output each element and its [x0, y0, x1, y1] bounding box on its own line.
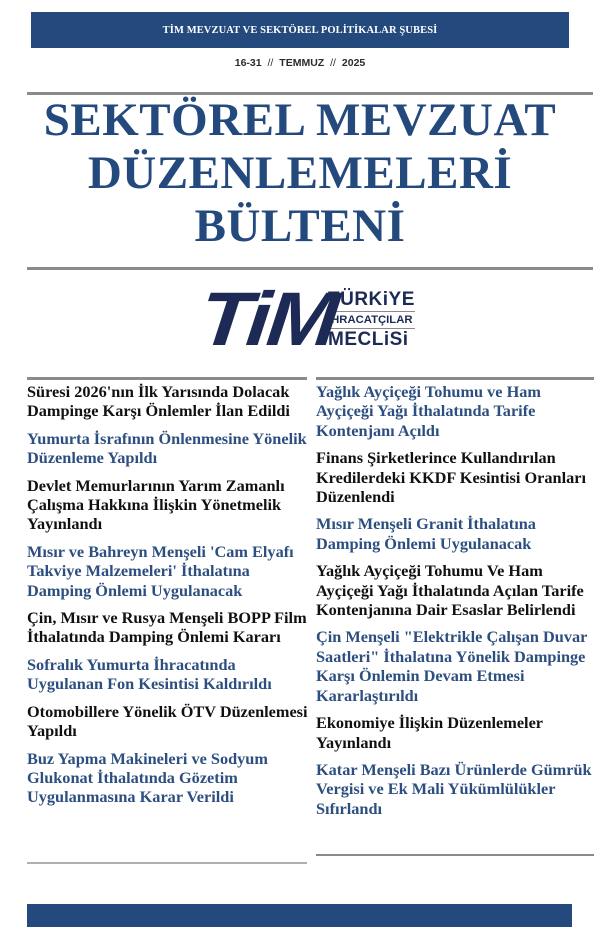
headline-item[interactable]: Otomobillere Yönelik ÖTV Düzenlemesi Yapıldı [27, 701, 308, 741]
logo-word-ihracatcilar: İHRACATÇILAR [328, 311, 415, 329]
headline-item[interactable]: Çin Menşeli "Elektrikle Çalışan Duvar Saatleri" İthalatına Yönelik Dampinge Karşı Önlemin Devam Etmesi Kararlaştırıldı [316, 627, 588, 705]
left-column-bottom-divider [27, 862, 307, 864]
headlines-left-column [27, 382, 309, 815]
right-column-bottom-divider [316, 854, 594, 856]
headline-item[interactable]: Buz Yapma Makineleri ve Sodyum Glukonat İthalatında Gözetim Uygulanmasına Karar Verildi [27, 748, 268, 807]
headline-item[interactable]: Süresi 2026'nın İlk Yarısında Dolacak Dampinge Karşı Önlemler İlan Edildi [27, 382, 290, 421]
title-bottom-divider [27, 267, 593, 270]
left-column-top-divider [27, 377, 307, 380]
headline-item[interactable]: Ekonomiye İlişkin Düzenlemeler Yayınlandı [316, 713, 543, 752]
date-days: 16-31 [234, 57, 262, 69]
date-separator: // [330, 57, 336, 69]
headline-item[interactable]: Mısır ve Bahreyn Menşeli 'Cam Elyafı Takviye Malzemeleri' İthalatına Damping Önlemi Uygulanacak [27, 541, 294, 600]
date-year: 2025 [341, 57, 366, 69]
tim-logo [195, 277, 415, 362]
headline-item[interactable]: Finans Şirketlerince Kullandırılan Kredilerdeki KKDF Kesintisi Oranları Düzenlendi [316, 448, 586, 507]
tim-logo-mark: TiM [195, 277, 340, 362]
title-line-3: BÜLTENİ [194, 200, 406, 252]
headline-item[interactable]: Çin, Mısır ve Rusya Menşeli BOPP Film İthalatında Damping Önlemi Kararı [27, 608, 307, 647]
title-line-1: SEKTÖREL MEVZUAT [43, 94, 557, 146]
headlines-right-column [316, 382, 594, 826]
headline-item[interactable]: Yağlık Ayçiçeği Tohumu Ve Ham Ayçiçeği Yağı İthalatında Açılan Tarife Kontenjanına Dair Esaslar Belirlendi [316, 561, 584, 620]
headline-item[interactable]: Katar Menşeli Bazı Ürünlerde Gümrük Vergisi ve Ek Mali Yükümlülükler Sıfırlandı [316, 759, 592, 818]
headline-item[interactable]: Sofralık Yumurta İhracatında Uygulanan Fon Kesintisi Kaldırıldı [27, 654, 272, 694]
date-separator: // [267, 57, 274, 69]
headline-item[interactable]: Devlet Memurlarının Yarım Zamanlı Çalışma Hakkına İlişkin Yönetmelik Yayınlandı [27, 475, 285, 534]
right-column-top-divider [316, 377, 594, 380]
headline-item[interactable]: Yağlık Ayçiçeği Tohumu ve Ham Ayçiçeği Yağı İthalatında Tarife Kontenjanı Açıldı [316, 382, 541, 440]
page-title [0, 94, 600, 253]
logo-word-turkiye: TÜRKiYE [328, 289, 415, 310]
issue-date [0, 57, 600, 69]
logo-word-meclisi: MECLiSi [328, 329, 409, 350]
footer-banner [27, 904, 572, 927]
department-name: TİM MEVZUAT VE SEKTÖREL POLİTİKALAR ŞUBESİ [162, 24, 438, 36]
date-month: TEMMUZ [279, 57, 325, 69]
department-banner [31, 12, 569, 48]
headline-item[interactable]: Yumurta İsrafının Önlenmesine Yönelik Düzenleme Yapıldı [27, 428, 307, 468]
title-line-2: DÜZENLEMELERİ [87, 147, 513, 199]
headline-item[interactable]: Mısır Menşeli Granit İthalatına Damping Önlemi Uygulanacak [316, 514, 536, 553]
